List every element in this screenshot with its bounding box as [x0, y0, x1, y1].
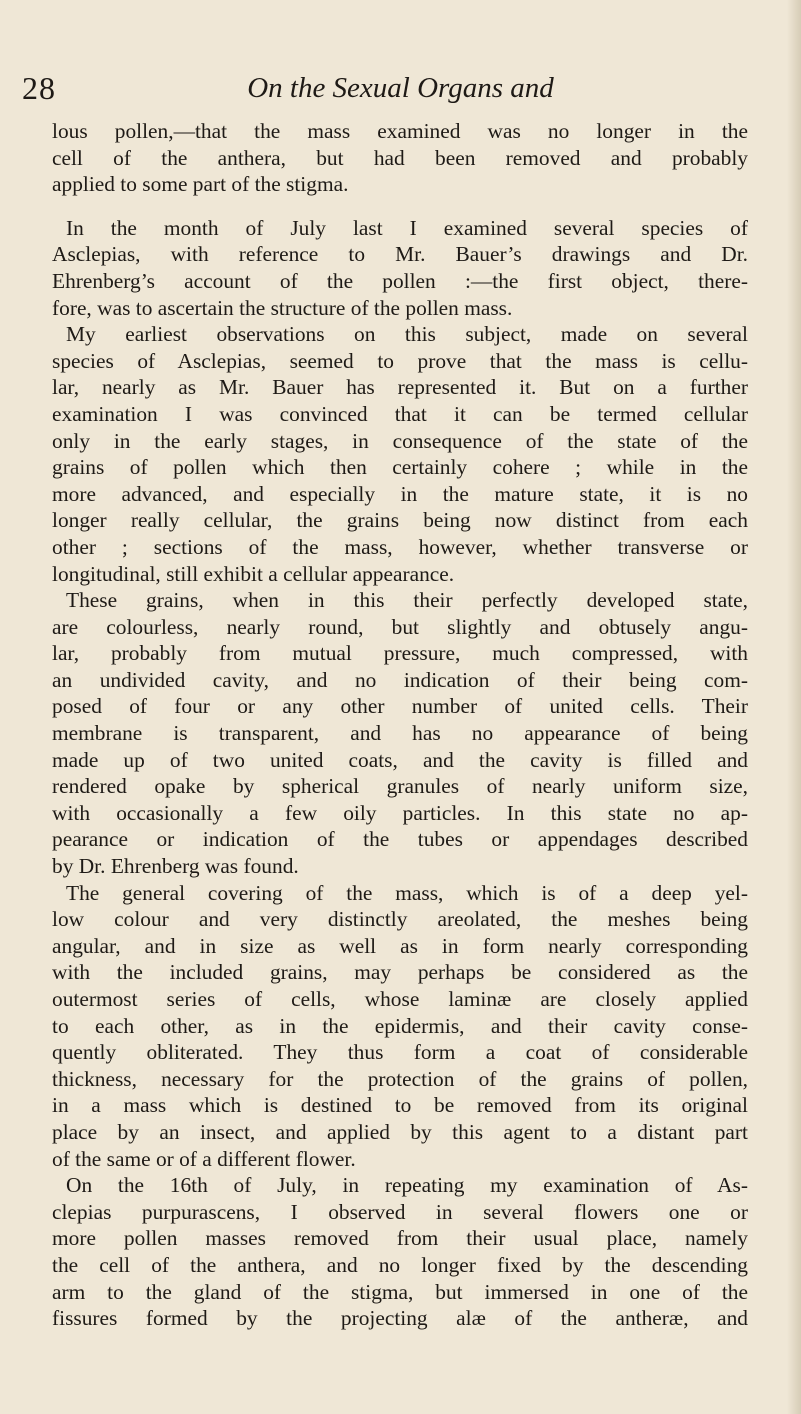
text-line: an undivided cavity, and no indication of their being com- — [52, 667, 748, 692]
text-line: outermost series of cells, whose laminæ are closely applied — [52, 987, 748, 1011]
text-line: cell of the anthera, but had been removed and probably — [52, 145, 748, 170]
text-line: of the same or of a different flower. — [52, 1146, 356, 1171]
text-line: lar, nearly as Mr. Bauer has represented it. But on a further — [52, 375, 748, 400]
text-line: In the month of July last I examined several species of — [66, 215, 748, 240]
text-line: pearance or indication of the tubes or appendages described — [52, 827, 748, 852]
text-line: are colourless, nearly round, but slightly and obtusely angu- — [52, 614, 748, 639]
paragraph — [52, 880, 748, 1173]
text-line: only in the early stages, in consequence of the state of the — [52, 428, 748, 453]
text-line: with the included grains, may perhaps be considered as the — [52, 960, 748, 985]
text-line: The general covering of the mass, which is of a deep yel- — [66, 880, 748, 905]
text-line: lous pollen,—that the mass examined was no longer in the — [52, 119, 748, 143]
paragraph — [52, 1172, 748, 1332]
text-line: to each other, as in the epidermis, and their cavity conse- — [52, 1013, 748, 1038]
text-line: lar, probably from mutual pressure, much compressed, with — [52, 641, 748, 666]
text-line: more pollen masses removed from their usual place, namely — [52, 1226, 748, 1251]
page-edge-shadow — [787, 0, 801, 1414]
text-line: in a mass which is destined to be removed from its original — [52, 1093, 748, 1118]
text-line: species of Asclepias, seemed to prove that the mass is cellu- — [52, 348, 748, 373]
text-line: On the 16th of July, in repeating my examination of As- — [66, 1173, 748, 1198]
text-line: longer really cellular, the grains being now distinct from each — [52, 508, 748, 533]
page-number: 28 — [22, 70, 56, 106]
text-line: fissures formed by the projecting alæ of the antheræ, and — [52, 1306, 748, 1331]
text-line: the cell of the anthera, and no longer fixed by the descending — [52, 1252, 748, 1277]
paragraph — [52, 587, 748, 880]
text-line: Asclepias, with reference to Mr. Bauer’s drawings and Dr. — [52, 242, 748, 267]
text-line: examination I was convinced that it can be termed cellular — [52, 401, 748, 426]
text-line: quently obliterated. They thus form a coat of considerable — [52, 1040, 748, 1065]
text-line: with occasionally a few oily particles. In this state no ap- — [52, 800, 748, 825]
text-line: posed of four or any other number of united cells. Their — [52, 694, 748, 719]
paragraph — [52, 321, 748, 587]
text-line: My earliest observations on this subject, made on several — [66, 322, 748, 347]
text-line: other ; sections of the mass, however, whether transverse or — [52, 534, 748, 559]
text-line: angular, and in size as well as in form nearly corresponding — [52, 933, 748, 958]
text-line: place by an insect, and applied by this agent to a distant part — [52, 1119, 748, 1144]
body-text — [52, 118, 748, 1332]
text-line: made up of two united coats, and the cavity is filled and — [52, 747, 748, 772]
text-line: fore, was to ascertain the structure of the pollen mass. — [52, 295, 513, 320]
running-title: On the Sexual Organs and — [247, 72, 554, 104]
text-line: These grains, when in this their perfectly developed state, — [66, 588, 748, 613]
text-line: thickness, necessary for the protection of the grains of pollen, — [52, 1066, 748, 1091]
text-line: applied to some part of the stigma. — [52, 172, 349, 197]
text-line: clepias purpurascens, I observed in several flowers one or — [52, 1199, 748, 1224]
text-line: low colour and very distinctly areolated, the meshes being — [52, 907, 748, 932]
text-line: arm to the gland of the stigma, but immersed in one of the — [52, 1279, 748, 1304]
text-line: more advanced, and especially in the mature state, it is no — [52, 481, 748, 506]
text-line: by Dr. Ehrenberg was found. — [52, 854, 299, 879]
text-line: rendered opake by spherical granules of nearly uniform size, — [52, 774, 748, 799]
paragraph — [52, 215, 748, 321]
page-header — [0, 70, 801, 110]
text-line: longitudinal, still exhibit a cellular appearance. — [52, 561, 455, 586]
text-line: membrane is transparent, and has no appearance of being — [52, 721, 748, 746]
text-line: Ehrenberg’s account of the pollen :—the first object, there- — [52, 268, 748, 293]
text-line: grains of pollen which then certainly cohere ; while in the — [52, 455, 748, 480]
paragraph — [52, 118, 748, 198]
